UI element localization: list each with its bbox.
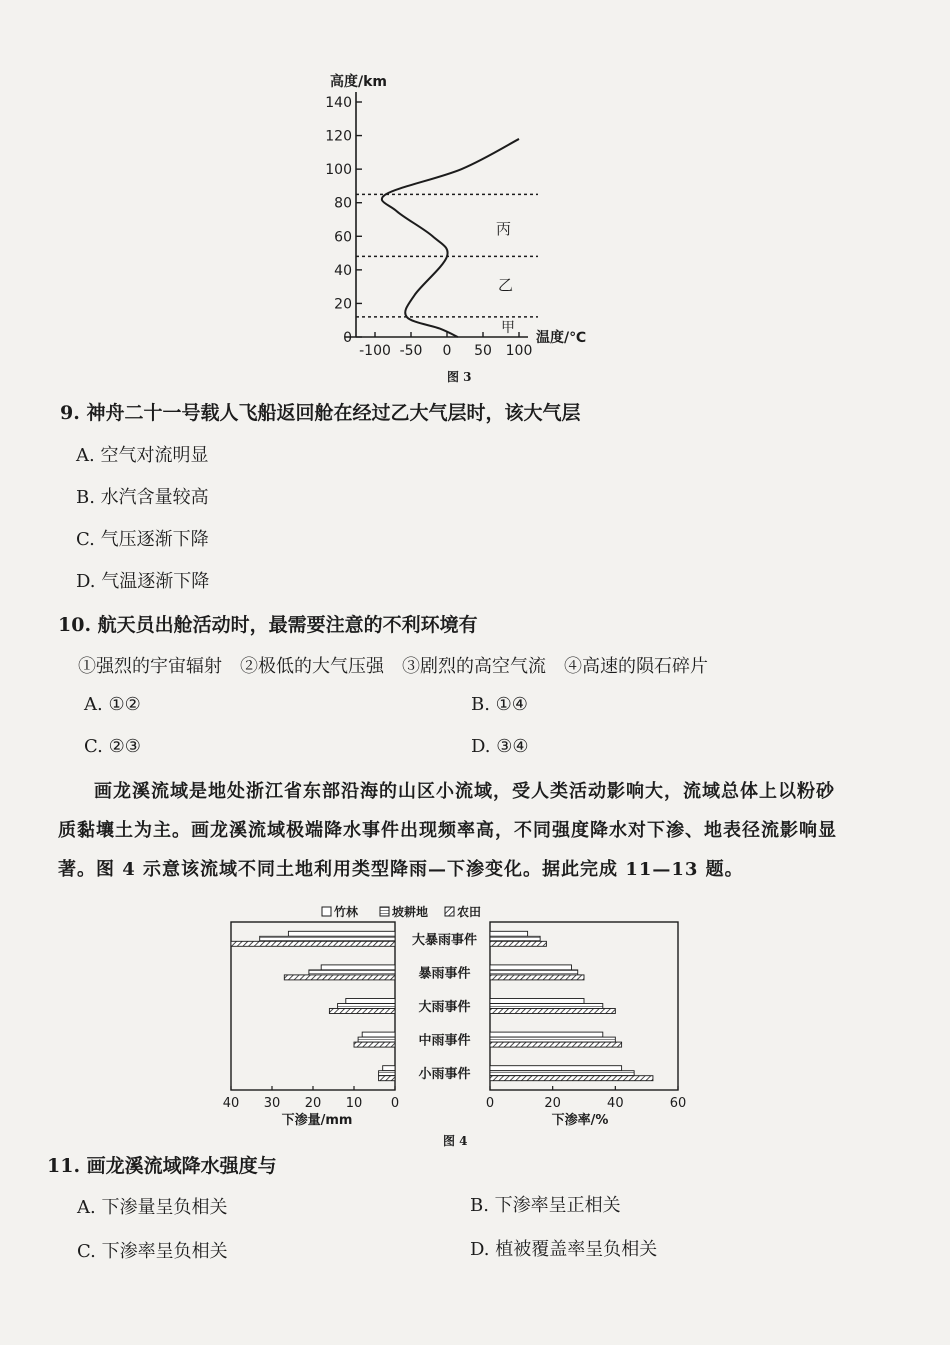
fig3-xtick-label: 100 — [505, 343, 533, 359]
fig4-left-bar — [260, 936, 395, 941]
fig4-right-tick-label: 20 — [544, 1096, 561, 1111]
fig4-legend-swatch — [445, 907, 454, 916]
passage-line-3: 著。图 4 示意该流域不同土地利用类型降雨—下渗变化。据此完成 11—13 题。 — [58, 859, 744, 880]
fig4-left-bar — [383, 1066, 395, 1071]
fig3-ytick-label: 80 — [334, 195, 352, 212]
fig3-xtick-label: -100 — [359, 343, 391, 359]
fig4-right-bar — [490, 970, 578, 975]
fig4-left-bar — [379, 1076, 395, 1081]
fig3-layer-bing: 丙 — [496, 220, 512, 238]
passage — [58, 772, 848, 889]
q11-option-a[interactable]: A. 下渗量呈负相关 — [77, 1197, 228, 1218]
fig4-left-bar — [379, 1071, 395, 1076]
fig3-xtick-label: 0 — [442, 343, 452, 359]
fig4-right-bar — [490, 1042, 622, 1047]
fig4-right-bar — [490, 965, 571, 970]
fig4-left-bar — [346, 999, 395, 1004]
fig4-right-bar — [490, 931, 528, 936]
fig4-category-label: 中雨事件 — [418, 1033, 471, 1049]
fig3-ytick-label: 20 — [334, 296, 352, 313]
fig3-layer-jia: 甲 — [501, 320, 515, 336]
fig3-xlabel: 温度/℃ — [536, 330, 587, 346]
passage-line-1: 画龙溪流域是地处浙江省东部沿海的山区小流域，受人类活动影响大，流域总体上以粉砂 — [94, 781, 835, 802]
fig4-legend-swatch — [322, 907, 331, 916]
fig3-ytick-label: 120 — [325, 128, 352, 145]
figure-3-caption: 图 3 — [447, 370, 472, 384]
fig4-right-xlabel: 下渗率/% — [551, 1113, 609, 1128]
fig4-left-tick-label: 30 — [263, 1096, 281, 1111]
q10-stem: 10. 航天员出舱活动时，最需要注意的不利环境有 — [58, 614, 478, 636]
fig4-left-xlabel: 下渗量/mm — [281, 1113, 353, 1128]
fig4-legend-label: 竹林 — [334, 905, 359, 919]
fig4-right-bar — [490, 1009, 615, 1014]
fig4-left-bar — [231, 941, 395, 946]
fig3-ytick-label: 0 — [343, 330, 352, 346]
fig4-right-bar — [490, 1004, 603, 1009]
figure-3-chart — [300, 70, 620, 360]
q10-option-a[interactable]: A. ①② — [84, 694, 141, 715]
fig4-left-bar — [358, 1037, 395, 1042]
fig4-category-label: 大暴雨事件 — [411, 932, 478, 948]
fig4-right-bar — [490, 936, 540, 941]
fig4-category-label: 大雨事件 — [418, 1000, 471, 1015]
fig4-left-bar — [288, 931, 395, 936]
fig3-ytick-label: 40 — [334, 262, 352, 279]
fig4-left-tick-label: 40 — [222, 1096, 240, 1111]
passage-line-2: 质黏壤土为主。画龙溪流域极端降水事件出现频率高，不同强度降水对下渗、地表径流影响显 — [58, 820, 837, 841]
fig4-legend-label: 农田 — [457, 905, 482, 919]
fig4-left-bar — [329, 1009, 395, 1014]
fig4-right-tick-label: 0 — [485, 1096, 495, 1111]
fig4-right-bar — [490, 1066, 622, 1071]
fig4-left-tick-label: 10 — [345, 1096, 363, 1111]
fig3-ytick-label: 100 — [325, 162, 352, 179]
q11-option-c[interactable]: C. 下渗率呈负相关 — [77, 1241, 228, 1262]
fig4-right-bar — [490, 1032, 603, 1037]
fig4-left-bar — [362, 1032, 395, 1037]
q10-items: ①强烈的宇宙辐射 ②极低的大气压强 ③剧烈的高空气流 ④高速的陨石碎片 — [78, 656, 708, 677]
fig4-right-bar — [490, 1037, 615, 1042]
fig4-left-tick-label: 0 — [390, 1096, 400, 1111]
fig4-right-bar — [490, 941, 546, 946]
figure-4-caption: 图 4 — [443, 1134, 468, 1148]
fig4-right-tick-label: 40 — [607, 1096, 624, 1111]
fig3-ylabel: 高度/km — [330, 74, 388, 90]
fig4-left-bar — [338, 1004, 395, 1009]
q9-option-d[interactable]: D. 气温逐渐下降 — [76, 571, 210, 592]
fig4-right-bar — [490, 999, 584, 1004]
fig4-right-bar — [490, 1071, 634, 1076]
q10-option-b[interactable]: B. ①④ — [471, 694, 528, 715]
q11-option-d[interactable]: D. 植被覆盖率呈负相关 — [470, 1239, 658, 1260]
fig3-layer-yi: 乙 — [498, 276, 514, 294]
q10-option-c[interactable]: C. ②③ — [84, 736, 141, 757]
fig3-xtick-label: -50 — [399, 343, 423, 359]
fig4-left-tick-label: 20 — [304, 1096, 322, 1111]
fig3-ytick-label: 60 — [334, 229, 352, 246]
q10-option-d[interactable]: D. ③④ — [471, 736, 529, 757]
q11-option-b[interactable]: B. 下渗率呈正相关 — [470, 1195, 621, 1216]
fig4-category-label: 小雨事件 — [418, 1067, 471, 1083]
figure-4-chart — [215, 900, 705, 1130]
q11-stem: 11. 画龙溪流域降水强度与 — [47, 1155, 277, 1177]
fig4-left-bar — [284, 975, 395, 980]
fig4-category-label: 暴雨事件 — [418, 966, 471, 982]
q9-option-a[interactable]: A. 空气对流明显 — [76, 445, 209, 466]
q9-option-b[interactable]: B. 水汽含量较高 — [76, 487, 209, 508]
fig3-ytick-label: 140 — [325, 95, 352, 111]
fig4-left-bar — [309, 970, 395, 975]
fig4-left-bar — [354, 1042, 395, 1047]
q9-stem: 9. 神舟二十一号载人飞船返回舱在经过乙大气层时，该大气层 — [60, 402, 581, 424]
fig3-xtick-label: 50 — [474, 343, 492, 359]
fig4-legend-label: 坡耕地 — [392, 905, 429, 919]
q9-option-c[interactable]: C. 气压逐渐下降 — [76, 529, 209, 550]
fig4-left-bar — [321, 965, 395, 970]
fig4-legend-swatch — [380, 907, 389, 916]
fig4-right-bar — [490, 975, 584, 980]
fig4-right-bar — [490, 1076, 653, 1081]
fig4-right-tick-label: 60 — [669, 1096, 687, 1111]
